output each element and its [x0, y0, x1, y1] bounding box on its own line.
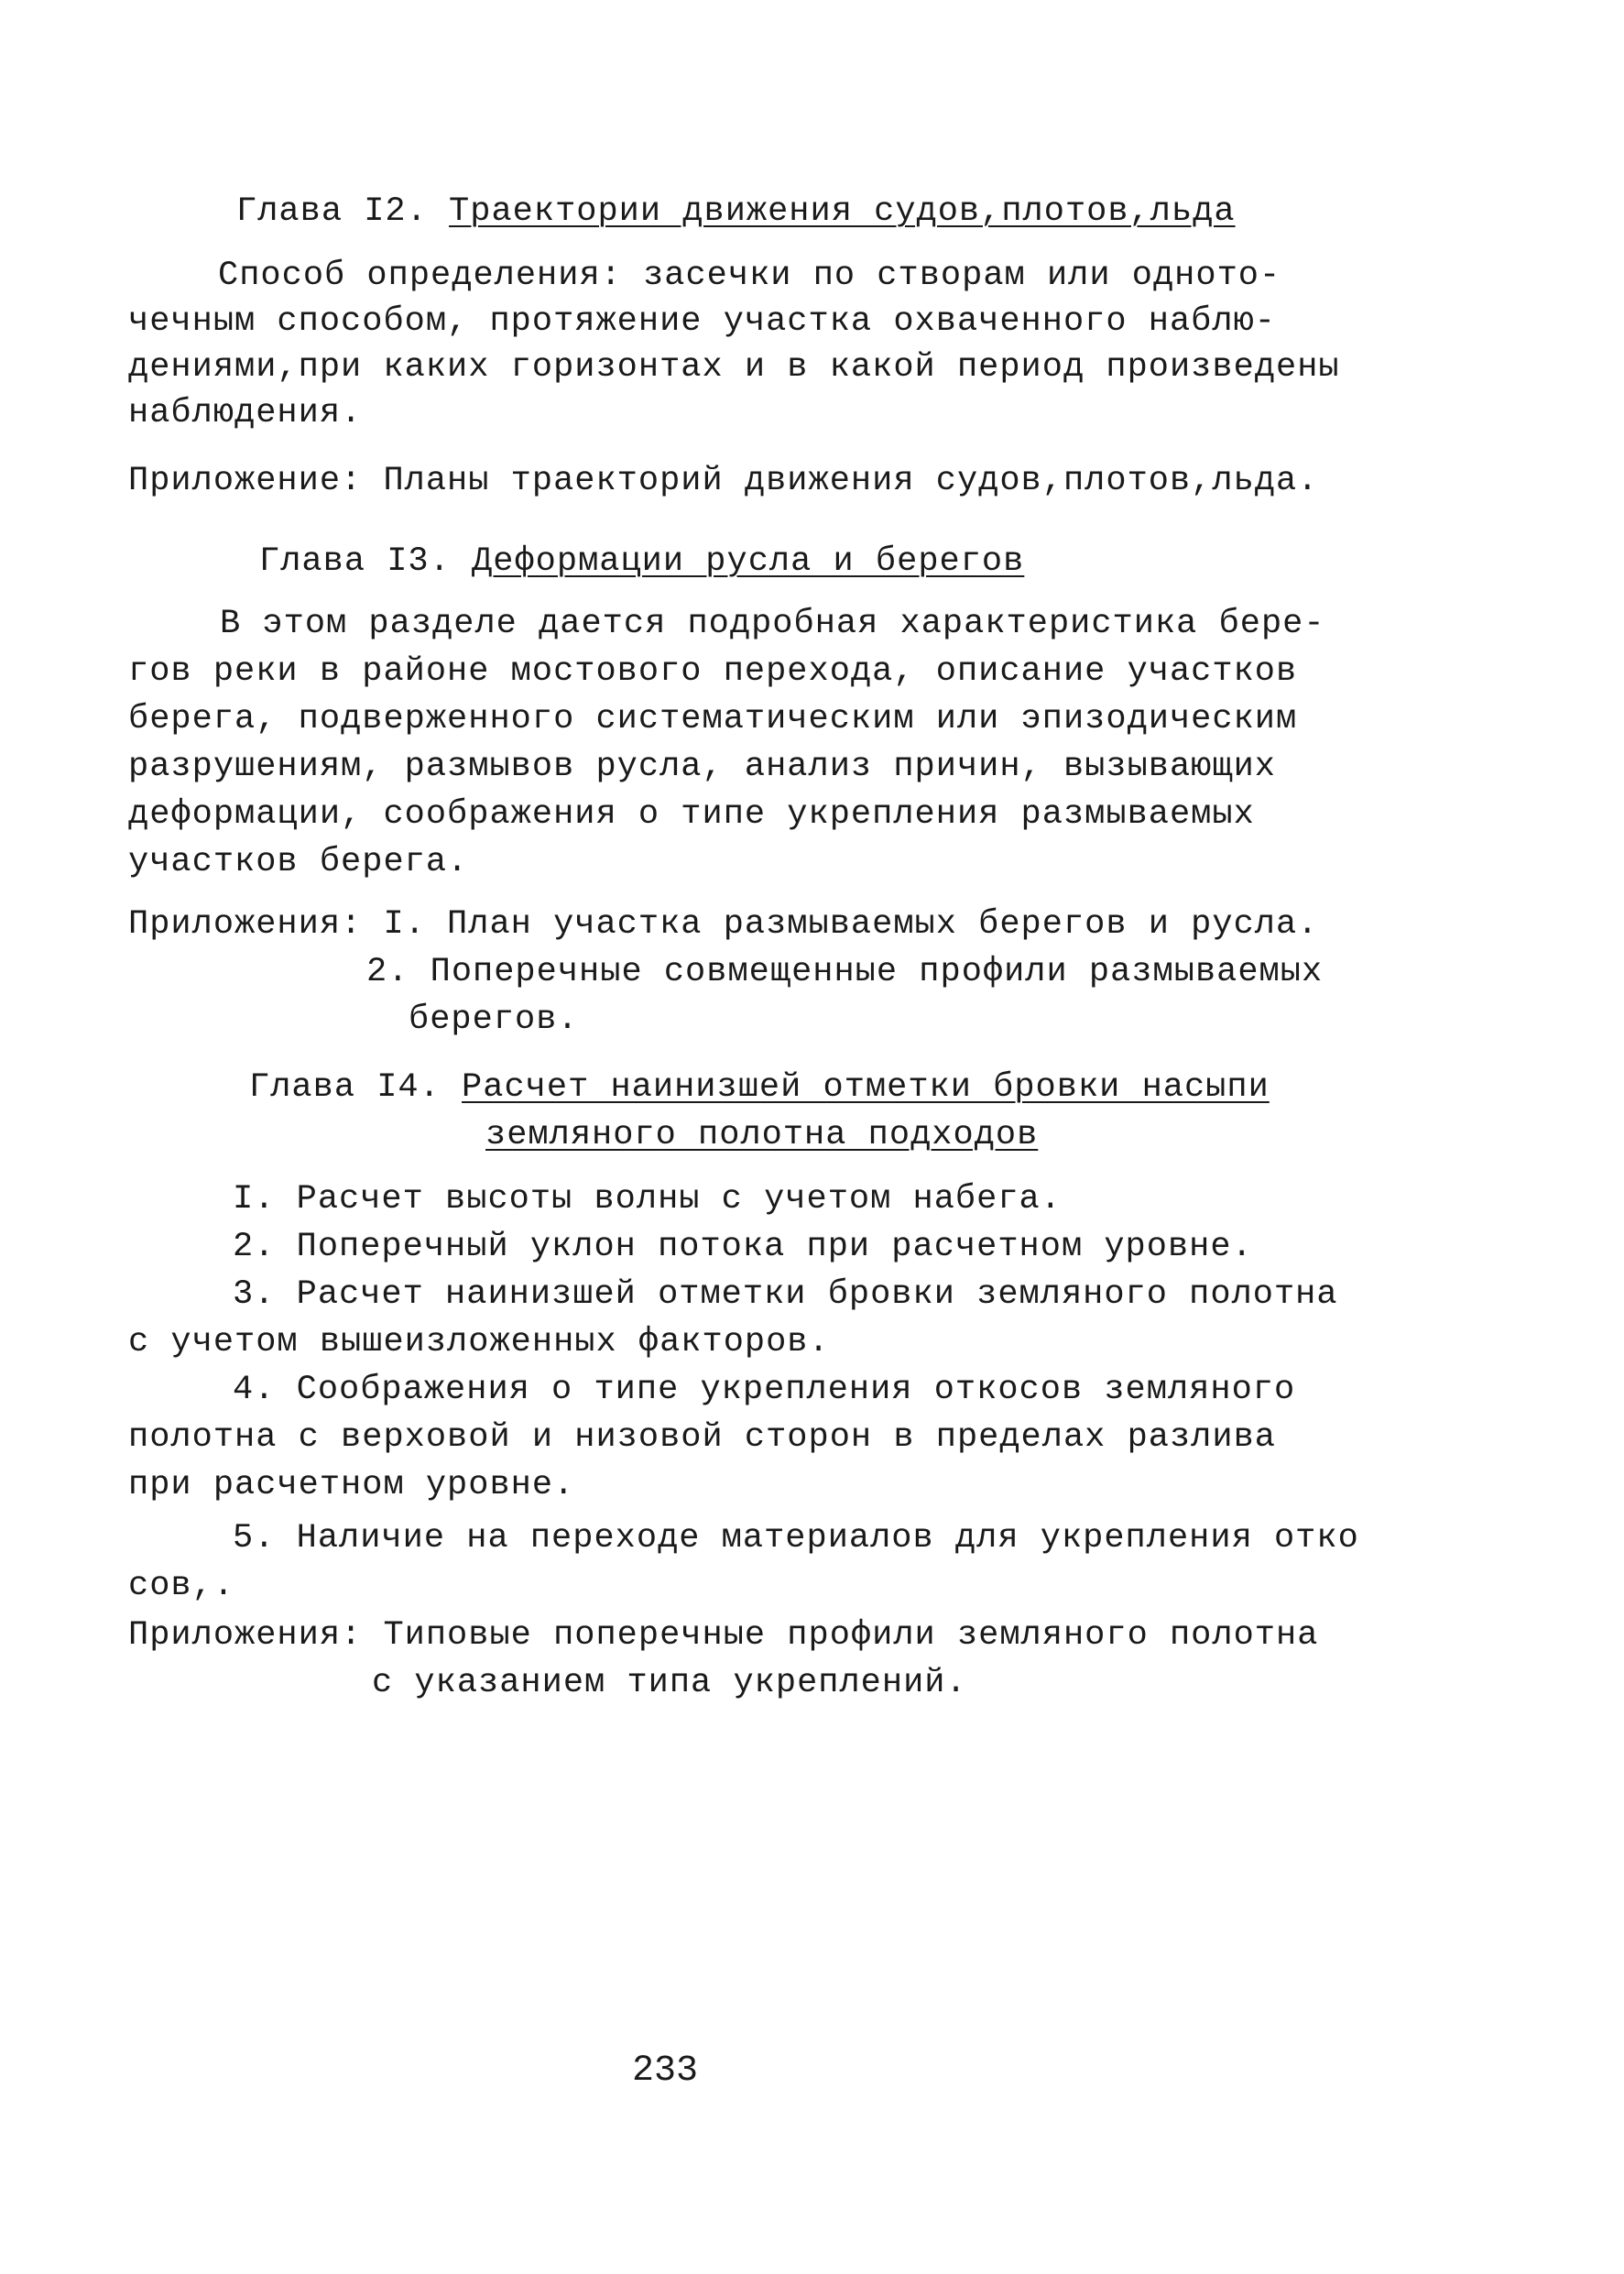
chapter-13-text-line-1: В этом разделе дается подробная характеристика бере-: [220, 605, 1325, 643]
chapter-13-appendix-line-2: 2. Поперечные совмещенные профили размываемых: [366, 953, 1324, 991]
chapter-12-title: Траектории движения судов,плотов,льда: [449, 192, 1236, 231]
chapter-14-item-5: 5. Наличие на переходе материалов для укрепления отко: [233, 1519, 1359, 1558]
chapter-14-heading: [249, 1065, 1270, 1110]
chapter-12-text-line-4: наблюдения.: [128, 394, 363, 432]
chapter-14-item-1: I. Расчет высоты волны с учетом набега.: [233, 1180, 1062, 1219]
chapter-14-item-3: 3. Расчет наинизшей отметки бровки земляного полотна: [233, 1275, 1338, 1314]
chapter-13-text-line-5: деформации, соображения о типе укрепления размываемых: [128, 795, 1255, 834]
chapter-12-heading: [236, 189, 1236, 235]
chapter-14-item-5-cont: сов,.: [128, 1567, 235, 1605]
page-number: 233: [632, 2050, 699, 2092]
chapter-14-title-line-1: Расчет наинизшей отметки бровки насыпи: [462, 1068, 1270, 1107]
chapter-13-text-line-6: участков берега.: [128, 843, 469, 881]
chapter-12-text-line-1: Способ определения: засечки по створам или одното-: [218, 257, 1281, 295]
chapter-14-item-4-cont-1: полотна с верховой и низовой сторон в пределах разлива: [128, 1418, 1276, 1457]
chapter-12-label: Глава I2.: [236, 192, 450, 231]
chapter-13-text-line-3: берега, подверженного систематическим или эпизодическим: [128, 700, 1298, 738]
chapter-13-label: Глава I3.: [259, 542, 473, 581]
chapter-14-title-line-2: земляного полотна подходов: [485, 1116, 1039, 1154]
chapter-13-heading: [259, 539, 1024, 585]
chapter-14-appendix-line-2: с указанием типа укреплений.: [372, 1664, 967, 1702]
chapter-13-appendix-line-1: Приложения: I. План участка размываемых берегов и русла.: [128, 905, 1319, 944]
chapter-12-appendix: Приложение: Планы траекторий движения судов,плотов,льда.: [128, 462, 1319, 500]
chapter-14-item-4: 4. Соображения о типе укрепления откосов земляного: [233, 1371, 1296, 1409]
chapter-14-item-2: 2. Поперечный уклон потока при расчетном уровне.: [233, 1228, 1253, 1266]
chapter-12-text-line-2: чечным способом, протяжение участка охваченного наблю-: [128, 302, 1276, 341]
chapter-12-text-line-3: дениями,при каких горизонтах и в какой период произведены: [128, 348, 1340, 387]
chapter-13-appendix-line-3: берегов.: [409, 1000, 579, 1039]
chapter-14-label: Глава I4.: [249, 1068, 463, 1107]
chapter-13-text-line-4: разрушениям, размывов русла, анализ причин, вызывающих: [128, 748, 1276, 786]
chapter-14-item-4-cont-2: при расчетном уровне.: [128, 1466, 575, 1504]
chapter-13-title: Деформации русла и берегов: [472, 542, 1025, 581]
chapter-13-text-line-2: гов реки в районе мостового перехода, описание участков: [128, 652, 1298, 691]
chapter-14-appendix-line-1: Приложения: Типовые поперечные профили земляного полотна: [128, 1616, 1319, 1655]
chapter-14-item-3-cont: с учетом вышеизложенных факторов.: [128, 1323, 830, 1361]
